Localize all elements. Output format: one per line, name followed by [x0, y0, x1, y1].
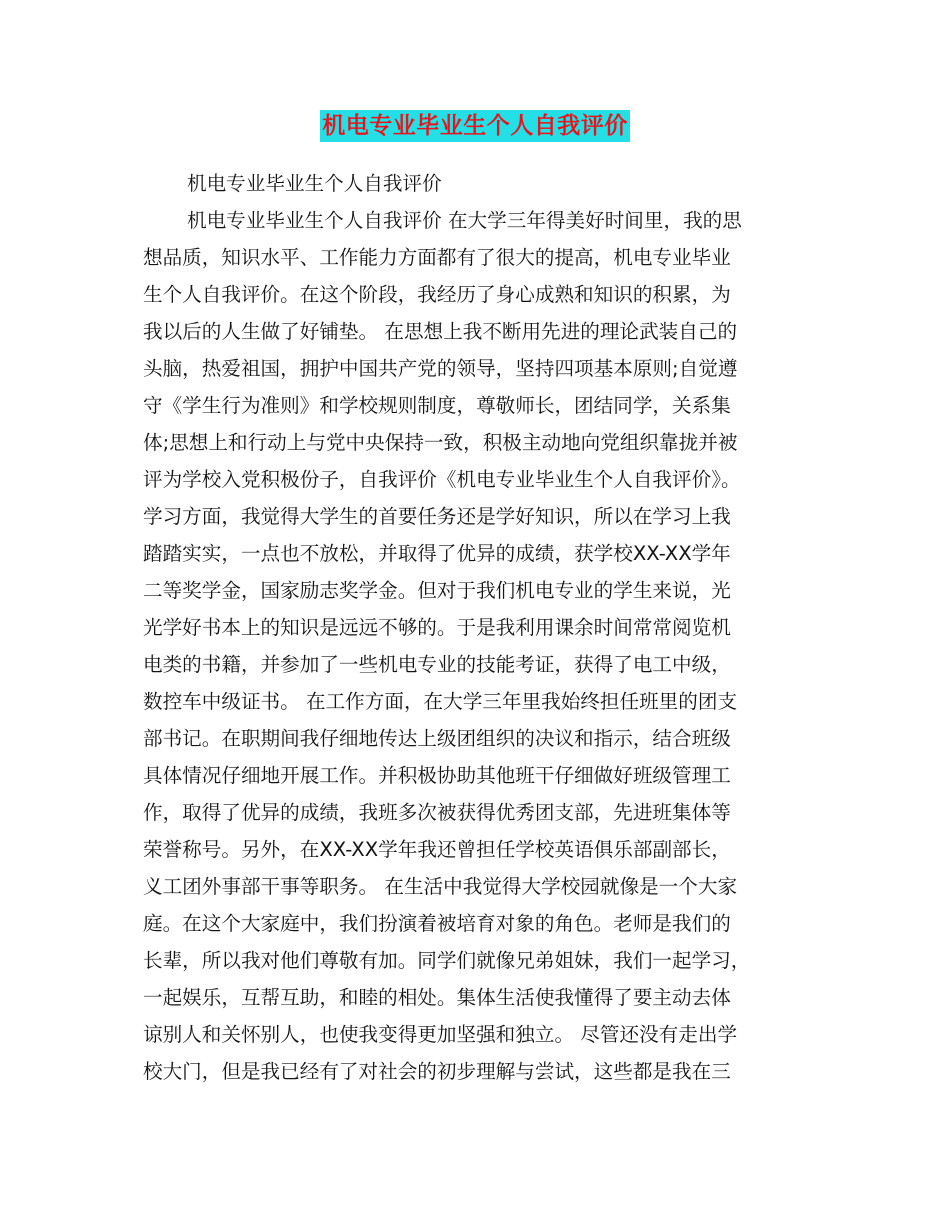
body-line: 评为学校入党积极份子，自我评价《机电专业毕业生个人自我评价》。 [143, 468, 741, 491]
body-line: 生个人自我评价。在这个阶段，我经历了身心成熟和知识的积累，为 [143, 283, 731, 306]
body-line: 作，取得了优异的成绩，我班多次被获得优秀团支部，先进班集体等 [143, 801, 731, 824]
body-line: 机电专业毕业生个人自我评价 在大学三年得美好时间里，我的思 [187, 209, 742, 232]
body-line: 踏踏实实，一点也不放松，并取得了优异的成绩，获学校XX-XX学年 [143, 542, 731, 565]
body-line: 头脑，热爱祖国，拥护中国共产党的领导，坚持四项基本原则;自觉遵 [143, 357, 738, 380]
body-line: 二等奖学金，国家励志奖学金。但对于我们机电专业的学生来说，光 [143, 579, 731, 602]
body-line: 想品质，知识水平、工作能力方面都有了很大的提高，机电专业毕业 [143, 246, 731, 269]
body-line: 部书记。在职期间我仔细地传达上级团组织的决议和指示，结合班级 [143, 727, 731, 750]
body-line: 具体情况仔细地开展工作。并积极协助其他班干仔细做好班级管理工 [143, 764, 731, 787]
body-line: 学习方面，我觉得大学生的首要任务还是学好知识，所以在学习上我 [143, 505, 731, 528]
body-line: 机电专业毕业生个人自我评价 [187, 172, 442, 195]
document-title: 机电专业毕业生个人自我评价 [320, 110, 630, 142]
body-line: 庭。在这个大家庭中，我们扮演着被培育对象的角色。老师是我们的 [143, 912, 731, 935]
body-line: 长辈，所以我对他们尊敬有加。同学们就像兄弟姐妹，我们一起学习， [143, 949, 751, 972]
body-line: 数控车中级证书。 在工作方面，在大学三年里我始终担任班里的团支 [143, 690, 738, 713]
title-container [0, 110, 950, 142]
document-body [143, 165, 813, 1090]
body-line: 光学好书本上的知识是远远不够的。于是我利用课余时间常常阅览机 [143, 616, 731, 639]
body-line: 义工团外事部干事等职务。 在生活中我觉得大学校园就像是一个大家 [143, 875, 738, 898]
body-line: 荣誉称号。另外，在XX-XX学年我还曾担任学校英语俱乐部副部长， [143, 838, 731, 861]
body-line: 一起娱乐，互帮互助，和睦的相处。集体生活使我懂得了要主动去体 [143, 986, 731, 1009]
body-line: 谅别人和关怀别人，也使我变得更加坚强和独立。 尽管还没有走出学 [143, 1023, 738, 1046]
body-line: 体;思想上和行动上与党中央保持一致，积极主动地向党组织靠拢并被 [143, 431, 738, 454]
body-line: 我以后的人生做了好铺垫。 在思想上我不断用先进的理论武装自己的 [143, 320, 738, 343]
body-line: 校大门，但是我已经有了对社会的初步理解与尝试，这些都是我在三 [143, 1060, 731, 1083]
body-line: 电类的书籍，并参加了一些机电专业的技能考证，获得了电工中级， [143, 653, 731, 676]
body-line: 守《学生行为准则》和学校规则制度，尊敬师长，团结同学，关系集 [143, 394, 731, 417]
